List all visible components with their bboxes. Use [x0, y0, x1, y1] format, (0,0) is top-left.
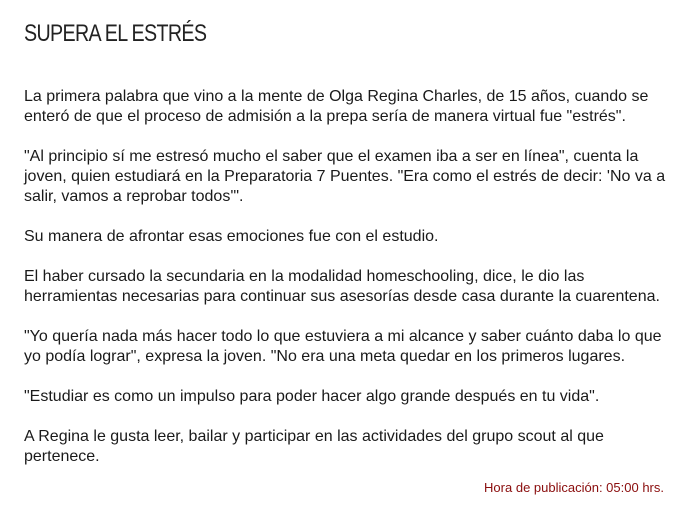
article-paragraph: "Estudiar es como un impulso para poder hacer algo grande después en tu vida". [24, 388, 600, 405]
article-paragraph: "Al principio sí me estresó mucho el saber que el examen iba a ser en línea", cuenta la joven, quien estudiará en la Preparatoria 7 Puentes. "Era como el estrés de decir: 'No va a salir, vamos a reprobar todos'". [24, 148, 666, 205]
article-paragraph: "Yo quería nada más hacer todo lo que estuviera a mi alcance y saber cuánto daba lo que yo podía lograr", expresa la joven. "No era una meta quedar en los primeros lugares. [24, 328, 662, 365]
article-paragraph: La primera palabra que vino a la mente de Olga Regina Charles, de 15 años, cuando se enteró de que el proceso de admisión a la prepa sería de manera virtual fue "estrés". [24, 88, 649, 125]
article-paragraph: A Regina le gusta leer, bailar y participar en las actividades del grupo scout al que pertenece. [24, 428, 604, 465]
article-body [24, 87, 674, 467]
article-paragraph: El haber cursado la secundaria en la modalidad homeschooling, dice, le dio las herramientas necesarias para continuar sus asesorías desde casa durante la cuarentena. [24, 268, 660, 305]
publication-time: Hora de publicación: 05:00 hrs. [484, 480, 664, 495]
article-paragraph: Su manera de afrontar esas emociones fue con el estudio. [24, 228, 439, 245]
article-title: SUPERA EL ESTRÉS [24, 20, 207, 47]
